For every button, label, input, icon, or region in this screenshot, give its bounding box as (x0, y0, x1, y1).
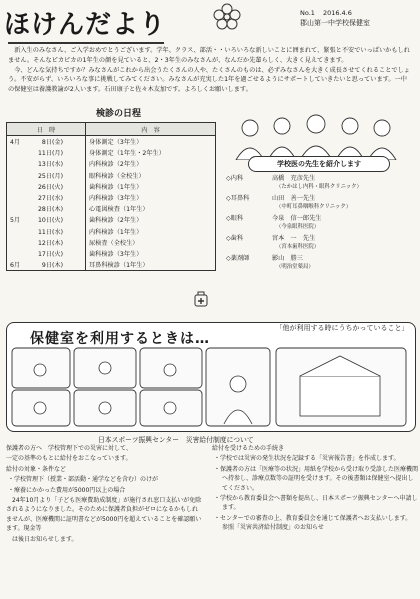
schedule-dow: (火) (52, 250, 64, 258)
schedule-row (7, 158, 216, 169)
doctors-list (226, 174, 416, 274)
publisher: 郡山第一中学校保健室 (300, 19, 370, 27)
schedule-month: 4月 (10, 139, 21, 147)
schedule-date (7, 147, 86, 158)
schedule-content: 内科検診（1年生） (86, 226, 216, 237)
schedule-content: 歯科検診（1年生） (86, 181, 216, 192)
doctor-name: 高橋 充彦先生 (272, 175, 316, 182)
doctor-dept: ◇薬剤師 (226, 255, 250, 262)
schedule-dow: (木) (52, 206, 64, 214)
doctor-item (226, 254, 416, 272)
schedule-day: 9日 (41, 262, 52, 270)
schedule-date (7, 181, 86, 192)
doctor-name: 今泉 信一郎先生 (272, 215, 322, 222)
col-content-header: 内 容 (86, 123, 216, 136)
flower-icon (212, 2, 242, 32)
doctors-banner: 学校医の先生を紹介します (248, 156, 390, 172)
doctor-name: 宮本 一 先生 (272, 235, 316, 242)
doctors-illustration (220, 112, 414, 160)
schedule-day: 27日 (37, 195, 52, 203)
schedule-date (7, 259, 86, 271)
section2-left-line: ・学校管理下（授業・部活動・通学などを含む）のけが (8, 476, 159, 484)
schedule-row (7, 170, 216, 181)
doctor-clinic: （中町耳鼻咽喉科クリニック） (276, 204, 352, 210)
schedule-date (7, 170, 86, 181)
section2-left-line: は後日お知らせします。 (6, 535, 78, 543)
section2-right-column (212, 444, 418, 534)
schedule-dow: (火) (52, 183, 64, 191)
section2-left-line: ・療養にかかった費用が5000円以上の場合 (8, 486, 126, 494)
schedule-dow: (月) (52, 172, 64, 180)
section2-right-line: ・センターでの審査の上、教育委員会を通じて保護者へお支払いします。 参照「災害共済給付制度」のお知らせ (214, 514, 415, 532)
intro-text (8, 46, 412, 95)
section2-left-line: 一定の基準のもとに給付をおこなっています。 (6, 455, 132, 463)
schedule-dow: (木) (52, 239, 64, 247)
issue-meta (300, 8, 370, 28)
issue-date: 2016.4.6 (322, 9, 352, 17)
section2-right-line: 給付を受けるための手続き (212, 445, 285, 452)
schedule-day: 11日 (37, 228, 52, 236)
doctor-clinic: （今泉眼科医院） (276, 224, 320, 230)
schedule-title: 検診の日程 (96, 109, 142, 119)
doctor-dept: ◇歯科 (226, 235, 244, 242)
schedule-row (7, 248, 216, 259)
intro-paragraph: 新入生のみなさん、ご入学おめでとうございます。学年、クラス、部活・・いろいろな新しいことに囲まれて、緊張と不安でいっぱいかもしれません。そんなピカピカの1年生の顔を見ていると、2・3年生のみなさんが、なんだか先輩らしく、大きく見えてきます。 (8, 47, 410, 64)
doctor-clinic: （明治堂薬局） (276, 264, 314, 270)
schedule-row (7, 192, 216, 203)
health-room-title: 保健室を利用するときは… (30, 331, 210, 347)
schedule-row (7, 147, 216, 158)
schedule-row (7, 181, 216, 192)
col-date-header: 日 時 (7, 123, 86, 136)
schedule-month: 6月 (10, 262, 21, 270)
schedule-content: 内科検診（2年生） (86, 158, 216, 169)
schedule-dow: (月) (52, 150, 64, 158)
schedule-day: 28日 (37, 206, 52, 214)
doctor-item (226, 174, 416, 192)
doctor-clinic: （宮本歯科医院） (276, 244, 320, 250)
schedule-content: 身体測定（1年生・2年生） (86, 147, 216, 158)
section2-left-column (6, 444, 202, 545)
schedule-day: 13日 (37, 161, 52, 169)
section2-right-line: ・保護者の方は「医療等の状況」用紙を学校から受け取り受診した医療機関へ持参し、診療点数等の証明を受けます。その後書類は保健室へ提出してください。 (214, 465, 419, 492)
schedule-date (7, 237, 86, 248)
schedule-dow: (水) (52, 228, 64, 236)
schedule-content: 身体測定（3年生） (86, 136, 216, 148)
comic-panels (10, 346, 410, 428)
section2-left-line: 給付の対象・条件など (6, 465, 67, 473)
schedule-row (7, 214, 216, 225)
schedule-content: 歯科検診（2年生） (86, 214, 216, 225)
schedule-dow: (木) (52, 262, 64, 270)
section2-title: 日本スポーツ振興センター 災害給付制度について (98, 436, 254, 444)
doctor-name: 山田 善一先生 (272, 195, 316, 202)
schedule-dow: (水) (52, 161, 64, 169)
schedule-row (7, 203, 216, 214)
schedule-date (7, 226, 86, 237)
schedule-dow: (水) (52, 195, 64, 203)
schedule-content: 眼科検診（全校生） (86, 170, 216, 181)
schedule-table (6, 122, 216, 271)
section2-right-line: ・学校では災害の発生状況を記録する「災害報告書」を作成します。 (214, 455, 400, 463)
doctor-dept: ◇内科 (226, 175, 244, 182)
schedule-content: 内科検診（3年生） (86, 192, 216, 203)
doctor-item (226, 234, 416, 252)
doctor-clinic: （たかはし内科・眼科クリニック） (276, 184, 362, 190)
schedule-dow: (金) (52, 139, 64, 147)
section2-left-line: 24年10月より「子ども医療費助成制度」が施行され窓口支払いが免除されるようになりました。そのために保護者負担がゼロになるかもしれませんが、医療機関に証明書などが5000円を超えていることを確認願います。現金等 (6, 497, 202, 533)
schedule-date (7, 214, 86, 225)
schedule-row (7, 226, 216, 237)
schedule-date (7, 158, 86, 169)
doctor-name: 影山 勝三 (272, 255, 303, 262)
schedule-day: 8日 (41, 139, 52, 147)
schedule-month: 5月 (10, 217, 21, 225)
doctor-dept: ◇耳鼻科 (226, 195, 250, 202)
page-title: ほけんだより (4, 10, 167, 40)
title-underline (8, 42, 164, 44)
issue-number: No.1 (300, 9, 315, 17)
schedule-date (7, 136, 86, 148)
schedule-day: 26日 (37, 183, 52, 191)
schedule-date (7, 192, 86, 203)
health-room-right-title: 「他が利用する時にうちかっていること」 (275, 324, 409, 332)
schedule-day: 17日 (37, 250, 52, 258)
schedule-content: 心電図検査（1年生） (86, 203, 216, 214)
schedule-date (7, 203, 86, 214)
schedule-content: 尿検査（全校生） (86, 237, 216, 248)
intro-paragraph: 今、どんな気持ちですか？みなさんがこれから出会うたくさんの人や、たくさんのものは、必ずみなさんを大きく成長させてくれることでしょう。不安がらず、いろいろな事に挑戦してみてください。みなさんが充実した1年を過ごせるようにサポートしていきたいと思っています。一中の保健室は養護教諭が2人います。石田康子と佐々木友加です。よろしくお願いします。 (8, 66, 410, 94)
doctor-item (226, 194, 416, 212)
schedule-day: 12日 (37, 239, 52, 247)
doctor-item (226, 214, 416, 232)
schedule-row (7, 237, 216, 248)
schedule-dow: (火) (52, 217, 64, 225)
schedule-date (7, 248, 86, 259)
schedule-day: 11日 (37, 150, 52, 158)
doctor-dept: ◇眼科 (226, 215, 244, 222)
section2-left-line: 保護者の方へ 学校管理下での災害に対して、 (6, 445, 132, 452)
schedule-content: 歯科検診（3年生） (86, 248, 216, 259)
schedule-content: 耳鼻科検診（1年生） (86, 259, 216, 271)
schedule-day: 10日 (37, 217, 52, 225)
medicine-bottle-icon (192, 290, 210, 308)
schedule-row (7, 259, 216, 271)
section2-right-line: ・学校から教育委員会へ書類を提出し、日本スポーツ振興センターへ申請します。 (214, 495, 418, 512)
schedule-row (7, 136, 216, 148)
schedule-day: 25日 (37, 172, 52, 180)
